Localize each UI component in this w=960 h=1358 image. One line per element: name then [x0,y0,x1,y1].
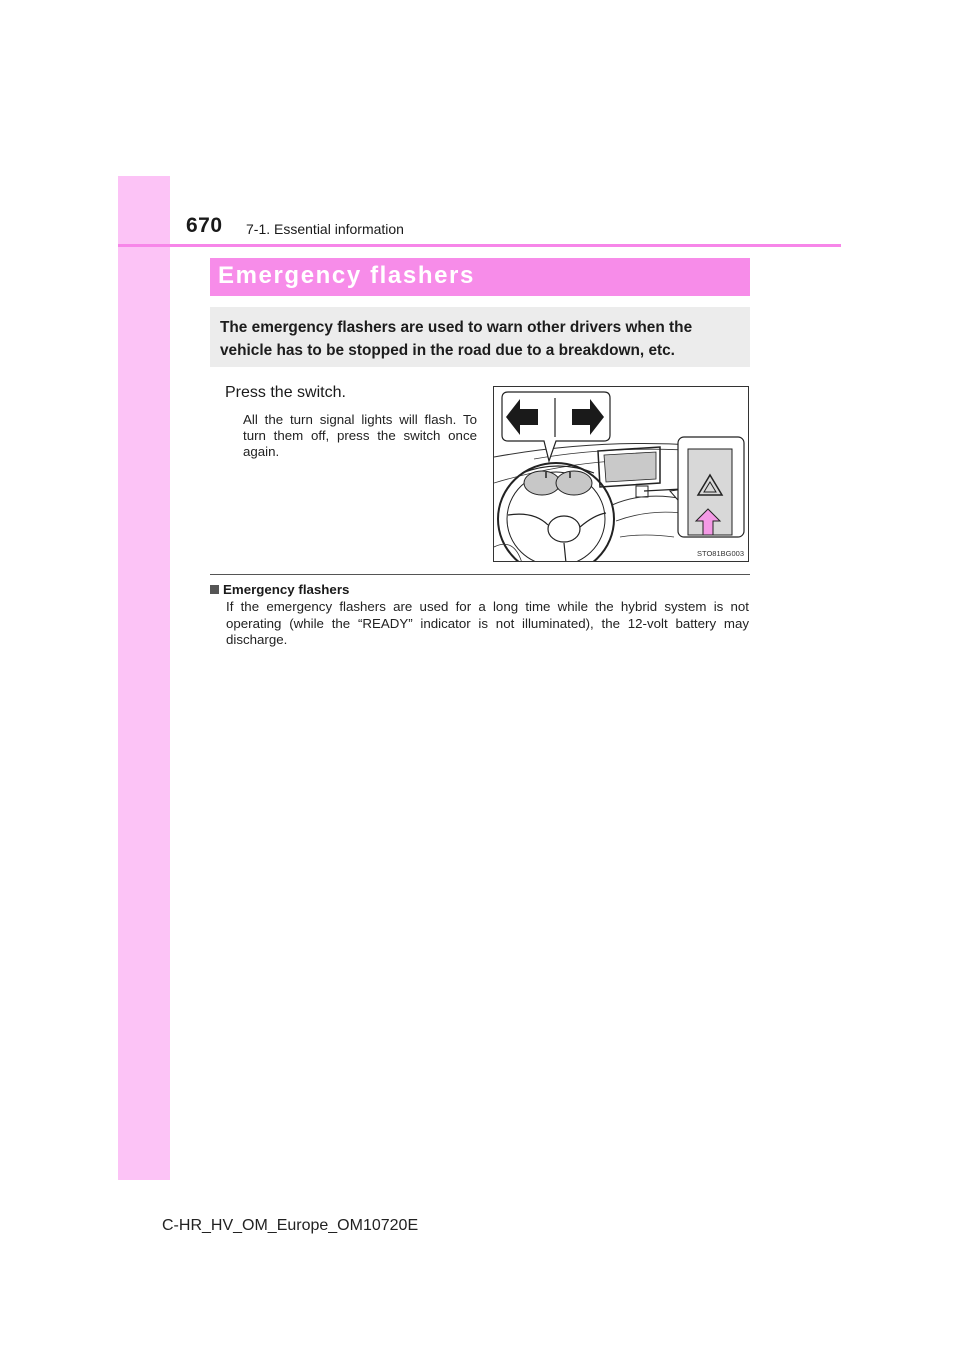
note-heading [210,582,349,597]
note-body: If the emergency flashers are used for a long time while the hybrid system is not operating (while the “READY” indicator is not illuminated), the 12-volt battery may discharge. [226,599,749,647]
intro-text: The emergency flashers are used to warn other drivers when the vehicle has to be stopped in the road due to a breakdown, etc. [220,319,693,359]
step-detail: All the turn signal lights will flash. To turn them off, press the switch once again. [243,412,477,459]
dashboard-illustration [494,387,749,562]
figure-code: STO81BG003 [697,549,744,558]
chapter-side-tab [118,176,170,1180]
hazard-switch-figure [493,386,749,562]
section-label: 7-1. Essential information [246,221,404,237]
intro-box [210,307,750,367]
square-bullet-icon [210,585,219,594]
hazard-switch-callout [670,437,744,537]
header-rule [118,244,841,247]
page-title: Emergency flashers [218,262,475,289]
footer-doc-code: C-HR_HV_OM_Europe_OM10720E [162,1217,419,1234]
note-heading-text: Emergency flashers [223,582,350,597]
title-bar [210,258,750,296]
center-display [598,447,682,497]
step-instruction: Press the switch. [225,384,346,401]
page-number: 670 [186,214,223,237]
note-rule [210,574,750,575]
turn-signal-callout [502,392,610,461]
